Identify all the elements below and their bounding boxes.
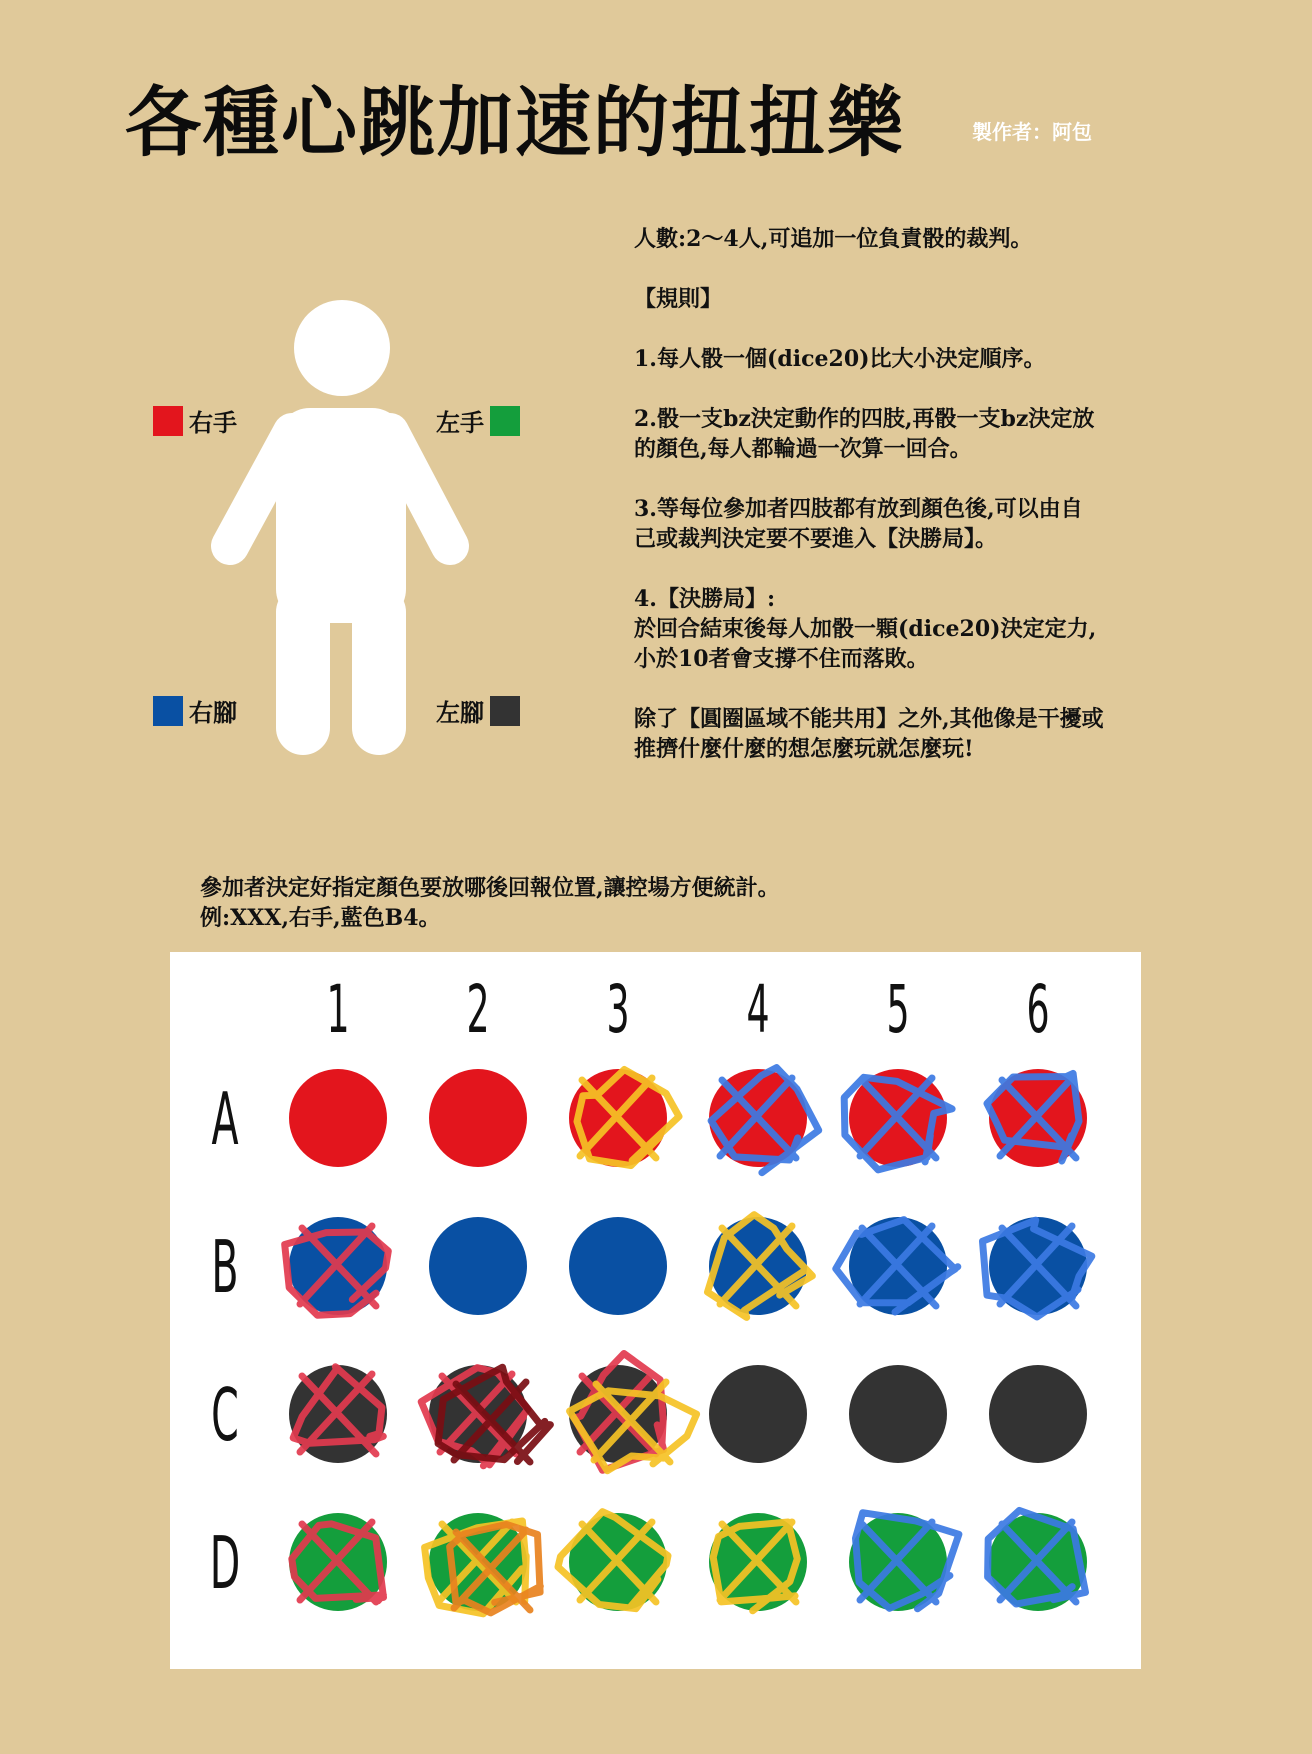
rules-note: 除了【圓圈區域不能共用】之外,其他像是干擾或 推擠什麼什麼的想怎麼玩就怎麼玩!: [634, 706, 1104, 762]
legend-left-hand: [436, 403, 520, 438]
legend-right-foot: [153, 693, 237, 728]
rule-3: 3.等每位參加者四肢都有放到顏色後,可以由自 己或裁判決定要不要進入【決勝局】。: [634, 496, 1083, 552]
instructions: [200, 873, 1100, 933]
rules-text: [634, 224, 1194, 794]
column-label-6: 6: [1026, 971, 1050, 1049]
column-label-3: 3: [606, 971, 630, 1049]
column-label-5: 5: [886, 971, 910, 1049]
black-swatch: [490, 696, 520, 726]
spot-C5[interactable]: [849, 1365, 947, 1463]
column-label-4: 4: [746, 971, 770, 1049]
column-label-2: 2: [466, 971, 490, 1049]
legend-left-hand-label: 左手: [436, 408, 484, 437]
spot-C6[interactable]: [989, 1365, 1087, 1463]
spot-C4[interactable]: [709, 1365, 807, 1463]
legend-left-foot: [436, 693, 520, 728]
players-line: 人數:2～4人,可追加一位負責骰的裁判。: [634, 226, 1033, 252]
legend-left-foot-label: 左腳: [436, 698, 484, 727]
author-credit: 製作者：阿包: [972, 120, 1092, 144]
spot-B2[interactable]: [429, 1217, 527, 1315]
game-board: [170, 952, 1141, 1669]
row-label-A: A: [211, 1077, 239, 1162]
legend-right-hand-label: 右手: [189, 408, 237, 437]
rules-heading: 【規則】: [634, 286, 723, 312]
spot-A1[interactable]: [289, 1069, 387, 1167]
instructions-line-1: 參加者決定好指定顏色要放哪後回報位置,讓控場方便統計。: [200, 875, 780, 901]
red-swatch: [153, 406, 183, 436]
row-label-B: B: [211, 1225, 239, 1310]
row-label-D: D: [209, 1521, 241, 1606]
board-grid: [170, 952, 1141, 1669]
spot-B3[interactable]: [569, 1217, 667, 1315]
spot-A2[interactable]: [429, 1069, 527, 1167]
instructions-line-2: 例:XXX,右手,藍色B4。: [200, 905, 441, 931]
blue-swatch: [153, 696, 183, 726]
row-label-C: C: [211, 1373, 239, 1458]
rule-1: 1.每人骰一個(dice20)比大小決定順序。: [634, 346, 1046, 372]
page-title: 各種心跳加速的扭扭樂: [125, 78, 905, 167]
rule-4: 4.【決勝局】: 於回合結束後每人加骰一顆(dice20)決定定力, 小於10者會支撐不住而落敗。: [634, 586, 1097, 672]
rule-2: 2.骰一支bz決定動作的四肢,再骰一支bz決定放 的顏色,每人都輪過一次算一回合。: [634, 406, 1095, 462]
body-figure-icon: [0, 0, 560, 780]
legend-right-hand: [153, 403, 237, 438]
green-swatch: [490, 406, 520, 436]
column-label-1: 1: [326, 971, 350, 1049]
legend-right-foot-label: 右腳: [189, 698, 237, 727]
